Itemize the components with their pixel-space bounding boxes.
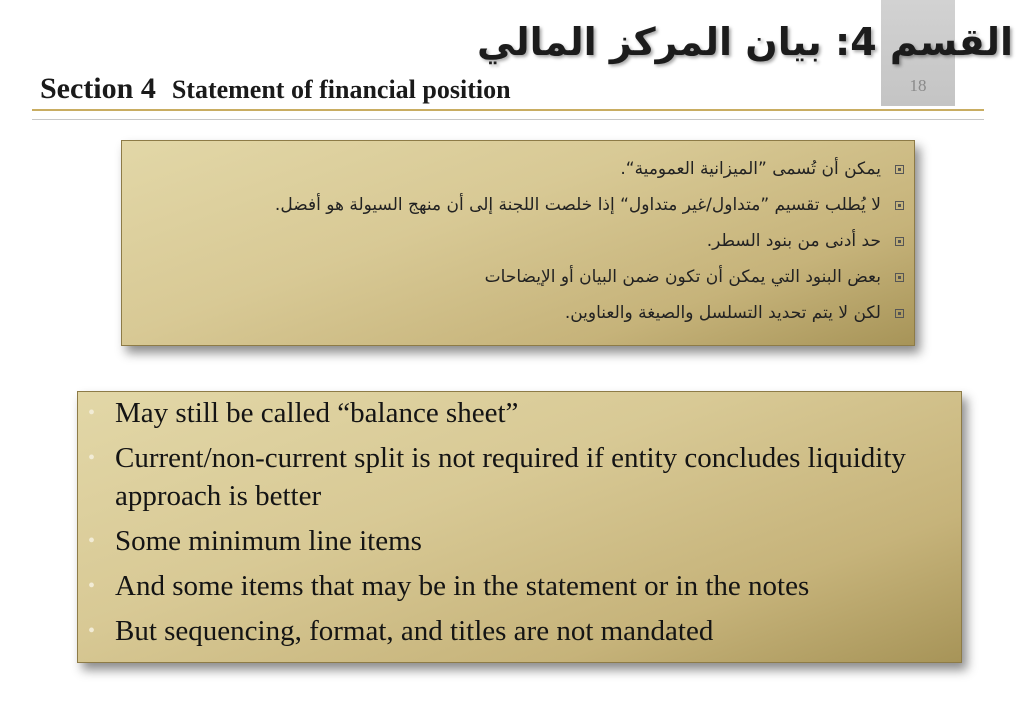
list-item	[86, 522, 956, 560]
list-item	[144, 223, 904, 259]
bullet-icon: •	[88, 530, 96, 552]
title-divider-secondary	[32, 119, 984, 120]
english-title	[40, 72, 511, 106]
english-content-box	[77, 391, 962, 663]
english-point: May still be called “balance sheet”	[115, 397, 519, 429]
english-point: Current/non-current split is not required if entity concludes liquidity approach is better	[115, 442, 906, 512]
english-point: But sequencing, format, and titles are not mandated	[115, 615, 714, 647]
arabic-point: لا يُطلب تقسيم ”متداول/غير متداول“ إذا خلصت اللجنة إلى أن منهج السيولة هو أفضل.	[274, 195, 881, 215]
bullet-icon: •	[88, 402, 96, 424]
bullet-icon: •	[88, 575, 96, 597]
arabic-point: يمكن أن تُسمى ”الميزانية العمومية“.	[620, 159, 881, 179]
bullet-icon: •	[88, 447, 96, 469]
english-point: Some minimum line items	[115, 525, 422, 557]
square-bullet-icon	[895, 237, 904, 246]
list-item	[86, 612, 956, 650]
arabic-bullet-list	[144, 151, 904, 331]
arabic-point: بعض البنود التي يمكن أن تكون ضمن البيان أو الإيضاحات	[484, 267, 881, 287]
arabic-title: القسم 4: بيان المركز المالي	[476, 20, 1013, 64]
title-divider	[32, 109, 984, 111]
english-point: And some items that may be in the statement or in the notes	[115, 570, 810, 602]
list-item	[144, 151, 904, 187]
square-bullet-icon	[895, 201, 904, 210]
arabic-point: حد أدنى من بنود السطر.	[706, 231, 881, 251]
square-bullet-icon	[895, 165, 904, 174]
square-bullet-icon	[895, 309, 904, 318]
arabic-point: لكن لا يتم تحديد التسلسل والصيغة والعناوين.	[564, 303, 881, 323]
english-bullet-list	[86, 392, 956, 650]
list-item	[86, 567, 956, 605]
section-label: Section 4	[40, 72, 156, 105]
list-item	[144, 259, 904, 295]
arabic-content-box	[121, 140, 915, 346]
bullet-icon: •	[88, 620, 96, 642]
square-bullet-icon	[895, 273, 904, 282]
slide-number: 18	[909, 76, 927, 95]
section-subtitle: Statement of financial position	[171, 75, 511, 104]
list-item	[144, 187, 904, 223]
list-item	[86, 439, 956, 515]
list-item	[86, 394, 956, 432]
list-item	[144, 295, 904, 331]
